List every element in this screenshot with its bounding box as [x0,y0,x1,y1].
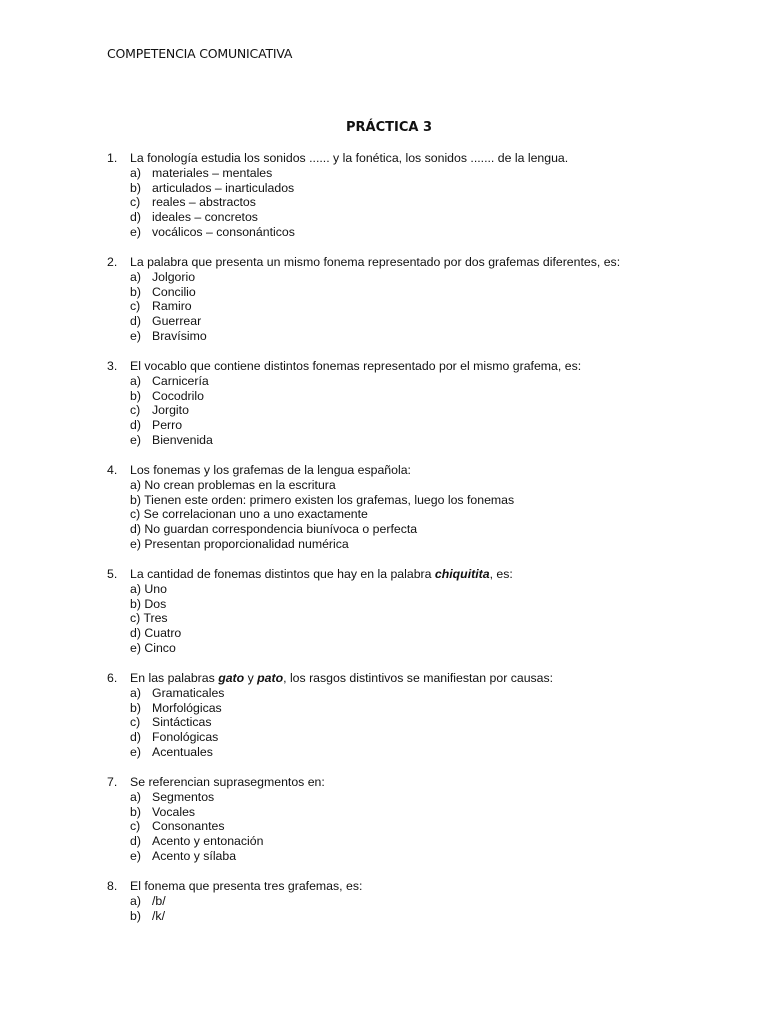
question-7 [107,775,727,864]
option-d: d) ideales – concretos [130,210,258,225]
option-a: a) Uno [130,581,167,596]
option-b: b) Morfológicas [130,700,222,715]
option-a: a) Segmentos [130,789,215,804]
option-b: b) Cocodrilo [130,388,204,403]
page-title: PRÁCTICA 3 [345,120,433,135]
option-c: c) Tres [130,611,168,626]
question-2 [107,255,727,344]
emphasized-word: gato [218,671,245,685]
option-c: c) reales – abstractos [130,195,256,210]
option-e: e) Acentuales [130,744,213,759]
question-text: El fonema que presenta tres grafemas, es: [130,879,363,893]
option-c: c) Jorgito [130,403,189,418]
question-text: En las palabras gato y pato, los rasgos distintivos se manifiestan por causas: [130,671,554,685]
option-c: c) Sintácticas [130,715,212,730]
option-c: c) Consonantes [130,819,225,834]
option-d: d) No guardan correspondencia biunívoca o perfecta [130,522,418,537]
option-e: e) Bienvenida [130,432,213,447]
question-text: El vocablo que contiene distintos fonemas representado por el mismo grafema, es: [130,359,582,373]
option-e: e) Acento y sílaba [130,848,237,863]
question-text: La palabra que presenta un mismo fonema representado por dos grafemas diferentes, es: [130,255,621,269]
option-b: b) Dos [130,596,167,611]
question-number: 1. [107,151,118,165]
option-d: d) Acento y entonación [130,834,264,849]
option-b: b) /k/ [130,908,165,923]
option-e: e) Cinco [130,640,176,655]
emphasized-word: chiquitita [434,567,490,581]
option-a: a) Jolgorio [130,269,196,284]
option-d: d) Fonológicas [130,730,219,745]
option-a: a) materiales – mentales [130,165,273,180]
option-c: c) Se correlacionan uno a uno exactamente [130,507,368,522]
option-b: b) Tienen este orden: primero existen los grafemas, luego los fonemas [130,492,515,507]
option-a: a) Carnicería [130,373,209,388]
question-number: 8. [107,879,118,893]
question-number: 4. [107,463,118,477]
question-number: 2. [107,255,118,269]
option-a: a) /b/ [130,893,166,908]
question-number: 7. [107,775,118,789]
option-d: d) Cuatro [130,626,182,641]
question-1 [107,151,727,240]
question-3 [107,359,727,448]
question-5 [107,567,727,656]
question-text: Los fonemas y los grafemas de la lengua española: [130,463,411,477]
option-e: e) Presentan proporcionalidad numérica [130,536,349,551]
option-b: b) Vocales [130,804,196,819]
question-number: 5. [107,567,118,581]
question-6 [107,671,727,760]
question-number: 6. [107,671,118,685]
question-4 [107,463,727,552]
option-a: a) No crean problemas en la escritura [130,477,336,492]
option-d: d) Guerrear [130,314,202,329]
option-b: b) articulados – inarticulados [130,180,295,195]
question-text: Se referencian suprasegmentos en: [130,775,325,789]
question-text: La fonología estudia los sonidos ...... y la fonética, los sonidos ....... de la lengua. [130,151,569,165]
option-e: e) vocálicos – consonánticos [130,224,295,239]
option-b: b) Concilio [130,284,196,299]
option-a: a) Gramaticales [130,685,225,700]
emphasized-word: pato [257,671,284,685]
option-c: c) Ramiro [130,299,192,314]
option-d: d) Perro [130,418,183,433]
document-header: COMPETENCIA COMUNICATIVA [107,46,293,61]
question-8 [107,879,727,923]
option-e: e) Bravísimo [130,328,207,343]
question-text: La cantidad de fonemas distintos que hay en la palabra chiquitita, es: [130,567,513,581]
question-number: 3. [107,359,118,373]
